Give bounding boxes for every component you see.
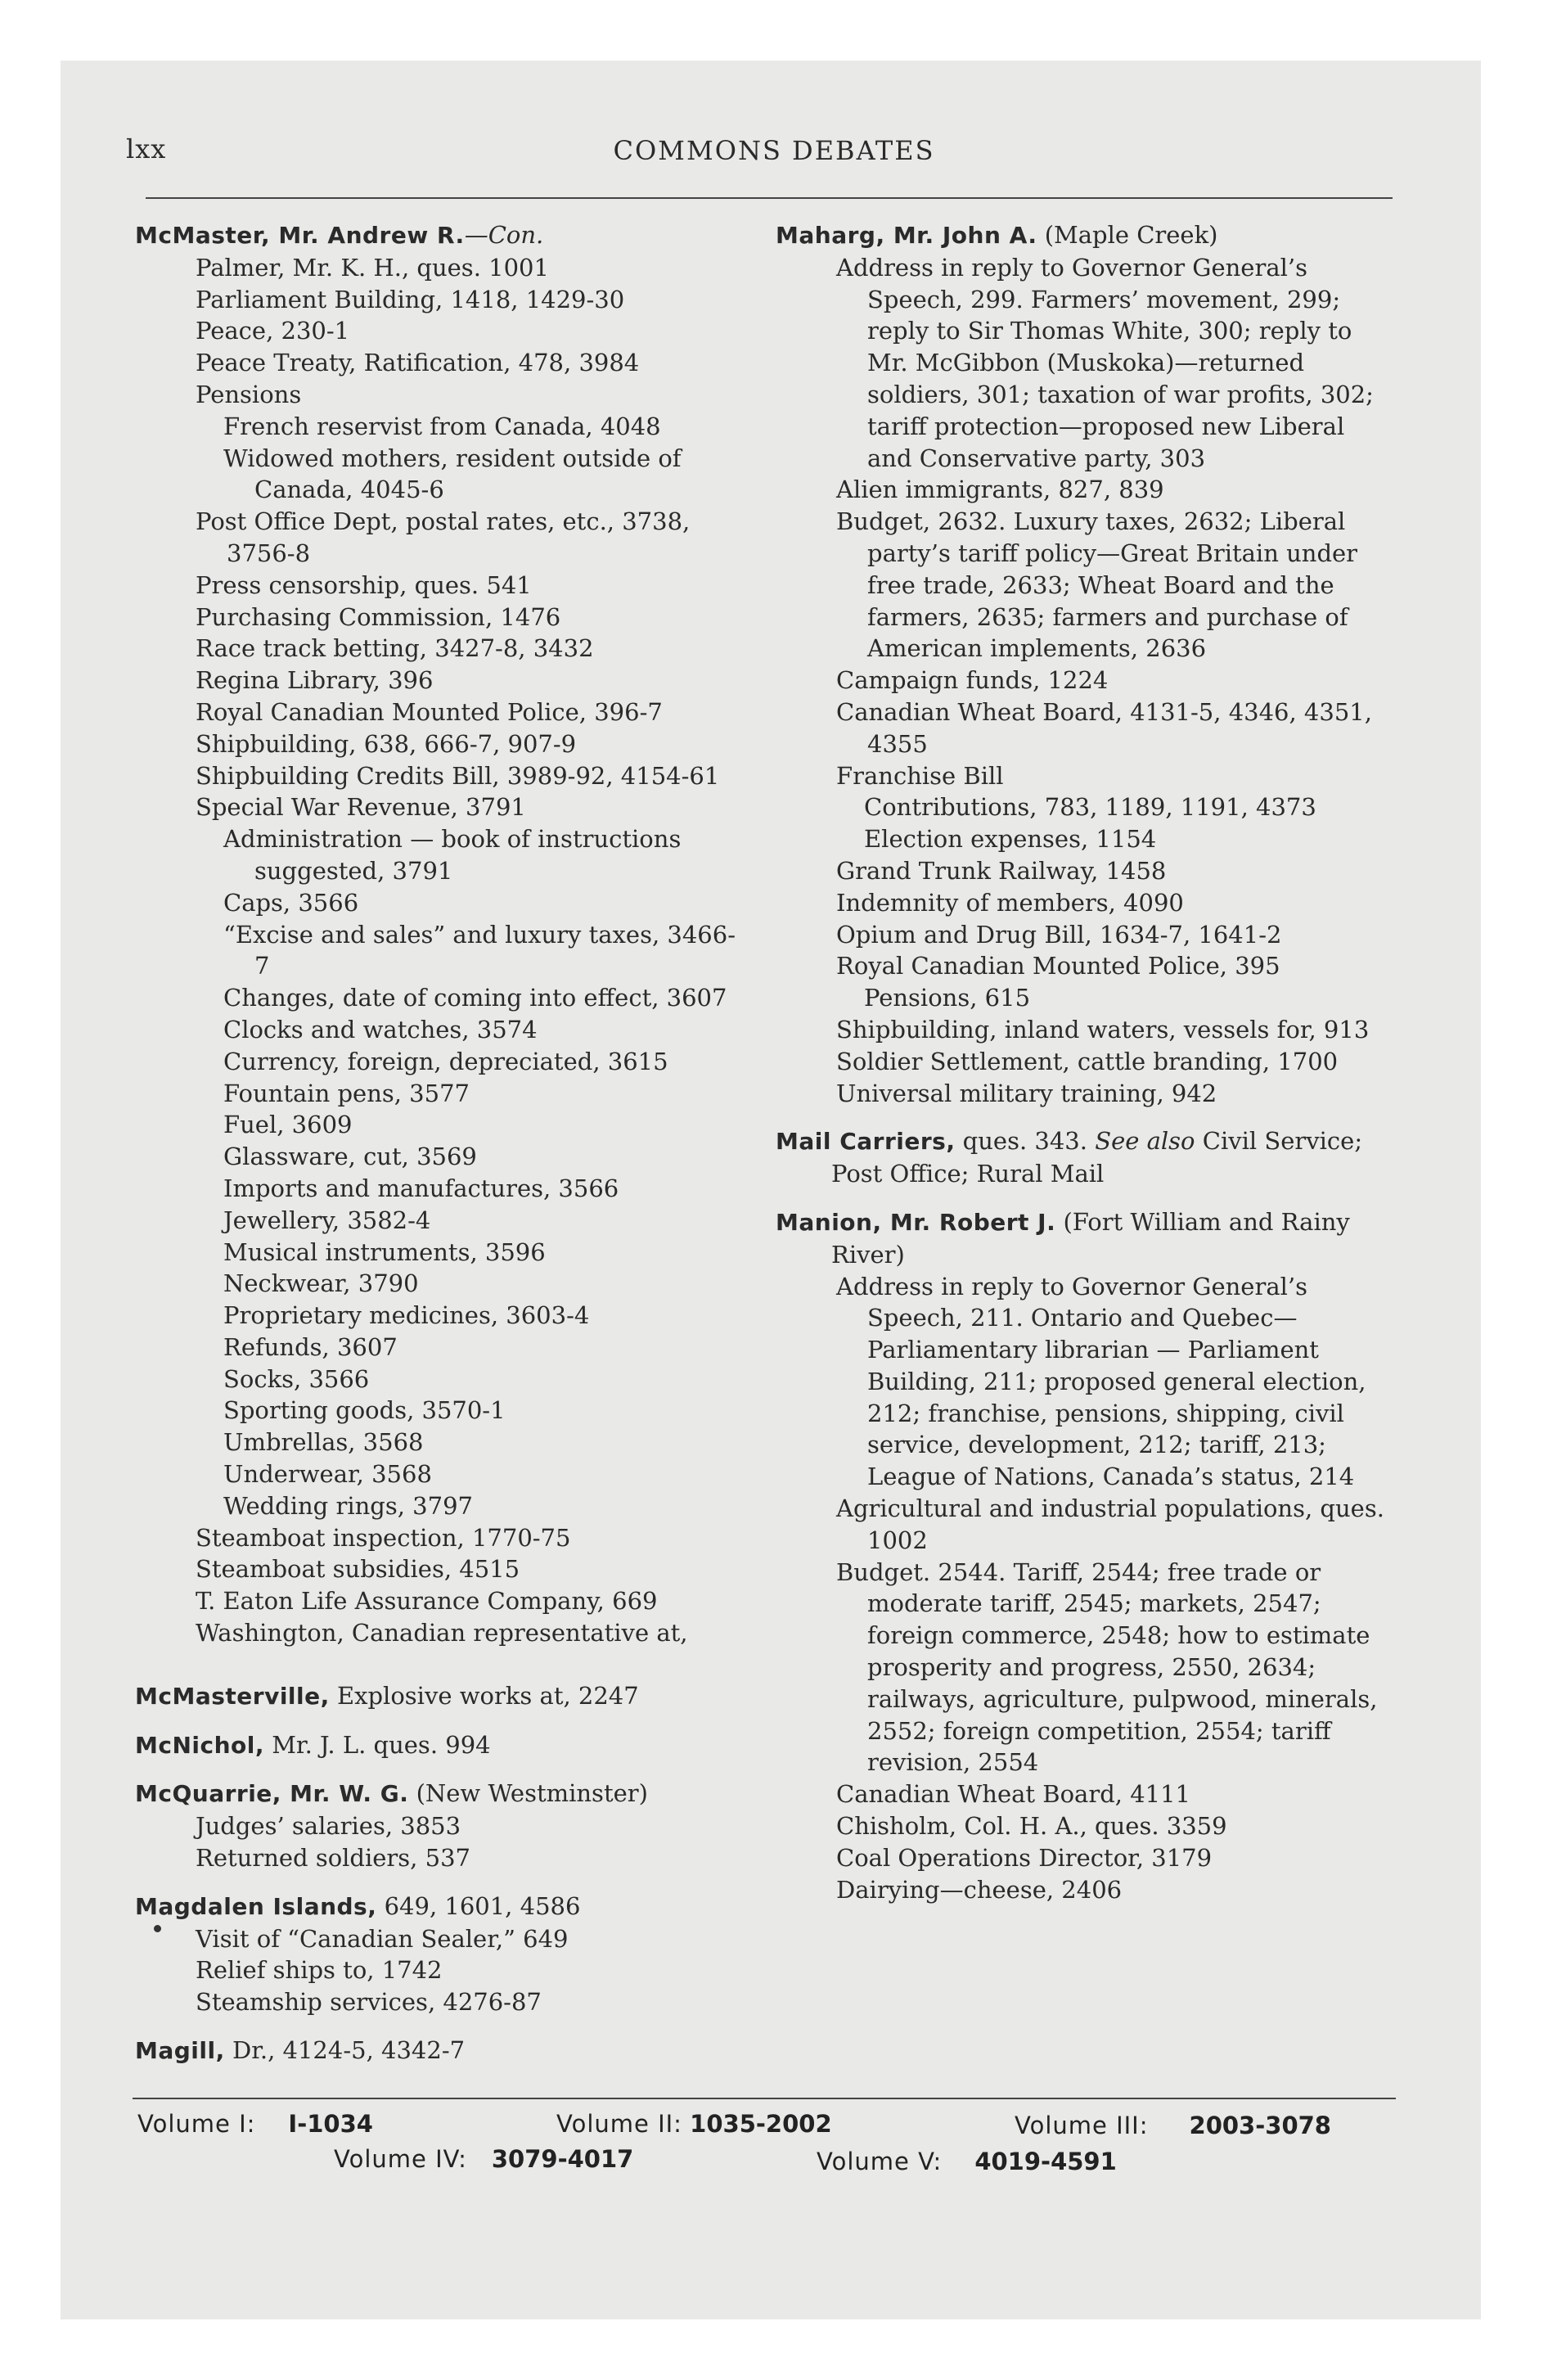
sub-subentry (192, 1237, 747, 1269)
see-also-label: See also (1095, 1127, 1195, 1156)
subentry (164, 696, 747, 728)
entry-text: Fountain pens, 3577 (223, 1079, 470, 1107)
entry-text: Campaign funds, 1224 (836, 666, 1109, 695)
subentry (164, 1810, 747, 1842)
sub-subentry (192, 1395, 747, 1427)
subentry (164, 1986, 747, 2018)
subentry (164, 1553, 747, 1585)
entry-text: Returned soldiers, 537 (196, 1844, 470, 1873)
left-column (135, 219, 747, 2067)
entry-text: Agricultural and industrial populations, ques. 1002 (836, 1494, 1384, 1554)
entry-text: Budget, 2632. Luxury taxes, 2632; Liberal party’s tariff policy—Great Britain under free trade, 2633; Wheat Board and the farmers, 2635; farmers and purchase of American implements, 2636 (836, 507, 1358, 663)
entry-text: Underwear, 3568 (223, 1460, 432, 1489)
volume-2: Volume II: 1035-2002 (556, 2110, 832, 2138)
subentry (164, 1954, 747, 1986)
sub-subentry (192, 1141, 747, 1173)
footer-rule (133, 2098, 1396, 2099)
sub-subentry (833, 982, 1396, 1014)
entry-text: Jewellery, 3582-4 (223, 1206, 431, 1234)
entry-text: Purchasing Commission, 1476 (196, 602, 561, 631)
subentry (805, 919, 1396, 951)
subentry (805, 1014, 1396, 1046)
entry-heading: Magill, (135, 2037, 225, 2065)
entry-heading: Maharg, Mr. John A. (776, 222, 1037, 249)
entry-text: Regina Library, 396 (196, 666, 434, 695)
entry-text: “Excise and sales” and luxury taxes, 3466-7 (223, 920, 736, 980)
sub-subentry (833, 791, 1396, 823)
continued-marker: —Con. (464, 221, 544, 249)
entry-text: Sporting goods, 3570-1 (223, 1396, 506, 1425)
subentry (164, 570, 747, 602)
subentry (805, 950, 1396, 982)
sub-subentry (192, 1458, 747, 1490)
entry-text: Contributions, 783, 1189, 1191, 4373 (864, 793, 1316, 822)
entry-text: Press censorship, ques. 541 (196, 570, 532, 599)
entry-text: Grand Trunk Railway, 1458 (836, 856, 1167, 885)
subentry (164, 379, 747, 411)
ink-mark (154, 1925, 161, 1932)
subentry (805, 1778, 1396, 1810)
subentry (805, 252, 1396, 475)
entry-text: Judges’ salaries, 3853 (196, 1812, 461, 1841)
entry-heading: Mail Carriers, (776, 1128, 956, 1156)
page-number: lxx (126, 133, 167, 165)
entry-text: Shipbuilding, inland waters, vessels for, 913 (836, 1015, 1370, 1044)
entry-text: Race track betting, 3427-8, 3432 (196, 634, 594, 663)
entry-text: Franchise Bill (836, 761, 1004, 790)
entry-heading: Manion, Mr. Robert J. (776, 1208, 1056, 1236)
volume-5: Volume V: 4019-4591 (817, 2148, 1117, 2175)
entry-heading: McMaster, Mr. Andrew R. (135, 222, 465, 249)
entry-text: Administration — book of instructions suggested, 3791 (223, 825, 682, 885)
entry-text: Pensions, 615 (864, 984, 1031, 1012)
subentry (164, 728, 747, 760)
subentry (805, 1078, 1396, 1110)
running-title: COMMONS DEBATES (613, 135, 935, 166)
subentry (164, 506, 747, 570)
right-column (776, 219, 1396, 1905)
sub-subentry (192, 982, 747, 1014)
subentry (805, 696, 1396, 760)
sub-subentry (192, 1300, 747, 1332)
entry-text: Budget. 2544. Tariff, 2544; free trade or moderate tariff, 2545; markets, 2547; foreign commerce, 2548; how to estimate prosperity and progress, 2550, 2634; railways, agriculture, pulpwood, minerals, 2552; foreign competition, 2554; tariff revision, 2554 (836, 1557, 1378, 1777)
entry-text: Steamboat subsidies, 4515 (196, 1555, 520, 1584)
entry-text: Steamship services, 4276-87 (196, 1988, 542, 2017)
sub-subentry (192, 887, 747, 919)
subentry (164, 347, 747, 379)
entry-heading: McNichol, (135, 1731, 264, 1759)
entry-text: Wedding rings, 3797 (223, 1491, 473, 1520)
subentry (805, 1493, 1396, 1557)
entry-text: Canadian Wheat Board, 4131-5, 4346, 4351, 4355 (836, 697, 1372, 758)
entry-text: Post Office Dept, postal rates, etc., 3738, 3756-8 (196, 507, 691, 567)
subentry (805, 1842, 1396, 1874)
entry-text: Dairying—cheese, 2406 (836, 1875, 1123, 1904)
entry-text: Changes, date of coming into effect, 3607 (223, 984, 727, 1012)
sub-subentry (192, 919, 747, 983)
sub-subentry (192, 1268, 747, 1300)
sub-subentry (192, 1046, 747, 1078)
entry-heading: McMasterville, (135, 1682, 330, 1710)
subentry (805, 1874, 1396, 1906)
volume-3: Volume III: 2003-3078 (1015, 2112, 1331, 2139)
entry-text: Relief ships to, 1742 (196, 1956, 443, 1985)
subentry (805, 1271, 1396, 1494)
subentry (164, 1842, 747, 1874)
entry-text: Royal Canadian Mounted Police, 396-7 (196, 697, 663, 726)
index-entry-manion: Manion, Mr. Robert J. (Fort William and Rainy River) (776, 1207, 1350, 1269)
subentry (164, 1617, 747, 1649)
sub-subentry (192, 1109, 747, 1141)
volume-4: Volume IV: 3079-4017 (334, 2145, 634, 2173)
entry-text: Clocks and watches, 3574 (223, 1015, 538, 1044)
sub-subentry (192, 1173, 747, 1205)
volume-1: Volume I: I-1034 (137, 2110, 373, 2138)
entry-text: Peace, 230-1 (196, 317, 350, 345)
entry-text: Parliament Building, 1418, 1429-30 (196, 285, 625, 313)
entry-text: Canadian Wheat Board, 4111 (836, 1780, 1191, 1809)
entry-text: Neckwear, 3790 (223, 1269, 419, 1298)
entry-text: Refunds, 3607 (223, 1332, 398, 1361)
entry-text: Shipbuilding, 638, 666-7, 907-9 (196, 729, 577, 758)
volume-key (0, 2102, 1548, 2175)
sub-subentry (192, 443, 747, 507)
entry-text: Shipbuilding Credits Bill, 3989-92, 4154-61 (196, 761, 720, 790)
entry-text: Indemnity of members, 4090 (836, 888, 1184, 917)
subentry (164, 252, 747, 284)
index-entry-maharg: Maharg, Mr. John A. (Maple Creek) (776, 221, 1218, 249)
sub-subentry (192, 1332, 747, 1364)
entry-text: Soldier Settlement, cattle branding, 1700 (836, 1047, 1339, 1075)
entry-text: T. Eaton Life Assurance Company, 669 (196, 1587, 658, 1616)
subentry (805, 665, 1396, 696)
entry-text: Caps, 3566 (223, 888, 359, 917)
entry-text: Steamboat inspection, 1770-75 (196, 1523, 571, 1552)
entry-text: French reservist from Canada, 4048 (223, 412, 661, 440)
entry-text: Chisholm, Col. H. A., ques. 3359 (836, 1812, 1227, 1841)
entry-text: Glassware, cut, 3569 (223, 1143, 477, 1171)
entry-text: Alien immigrants, 827, 839 (836, 476, 1164, 504)
entry-text: Imports and manufactures, 3566 (223, 1174, 619, 1202)
subentry (805, 887, 1396, 919)
entry-text: Address in reply to Governor General’s Speech, 211. Ontario and Quebec—Parliamentary librarian — Parliament Building, 211; proposed general election, 212; franchise, pensions, shipping, civil service, development, 212; tariff, 213; League of Nations, Canada’s status, 214 (836, 1272, 1366, 1491)
subentry (164, 760, 747, 792)
subentry (805, 855, 1396, 887)
entry-text: Universal military training, 942 (836, 1079, 1217, 1107)
index-entry-mcmasterville: McMasterville, Explosive works at, 2247 (135, 1681, 639, 1710)
header-rule (146, 197, 1393, 199)
sub-subentry (833, 823, 1396, 855)
subentry (805, 1810, 1396, 1842)
entry-heading: McQuarrie, Mr. W. G. (135, 1780, 409, 1808)
sub-subentry (192, 411, 747, 443)
entry-text: Umbrellas, 3568 (223, 1428, 424, 1457)
subentry (805, 1046, 1396, 1078)
subentry (164, 315, 747, 347)
subentry (164, 665, 747, 696)
sub-subentry (192, 823, 747, 887)
entry-text: Visit of “Canadian Sealer,” 649 (196, 1924, 569, 1953)
index-entry-mcnichol: McNichol, Mr. J. L. ques. 994 (135, 1730, 491, 1759)
subentry (805, 506, 1396, 665)
index-entry-mail-carriers: Mail Carriers, ques. 343. See also Civil Service; Post Office; Rural Mail (776, 1127, 1363, 1188)
entry-text: Coal Operations Director, 3179 (836, 1843, 1213, 1872)
entry-text: Special War Revenue, 3791 (196, 793, 526, 822)
entry-text: Royal Canadian Mounted Police, 395 (836, 952, 1280, 980)
entry-text: Socks, 3566 (223, 1364, 370, 1393)
sub-subentry (192, 1427, 747, 1458)
subentry (164, 633, 747, 665)
entry-text: Fuel, 3609 (223, 1111, 353, 1139)
index-entry-mcquarrie: McQuarrie, Mr. W. G. (New Westminster) (135, 1779, 648, 1808)
index-entry-mcmaster-andrew (135, 219, 747, 252)
subentry (805, 1557, 1396, 1779)
entry-text: Currency, foreign, depreciated, 3615 (223, 1047, 668, 1075)
entry-text: Musical instruments, 3596 (223, 1237, 546, 1266)
sub-subentry (192, 1205, 747, 1237)
sub-subentry (192, 1490, 747, 1522)
entry-text: Pensions (196, 380, 302, 408)
subentry (805, 474, 1396, 506)
subentry (805, 760, 1396, 792)
entry-text: Opium and Drug Bill, 1634-7, 1641-2 (836, 920, 1282, 949)
subentry (164, 1923, 747, 1955)
subentry (164, 1585, 747, 1617)
entry-heading: Magdalen Islands, (135, 1892, 377, 1920)
entry-text: Washington, Canadian representative at, (196, 1619, 688, 1648)
index-entry-magill: Magill, Dr., 4124-5, 4342-7 (135, 2036, 466, 2065)
entry-text: Palmer, Mr. K. H., ques. 1001 (196, 253, 549, 282)
subentry (164, 791, 747, 823)
sub-subentry (192, 1014, 747, 1046)
entry-text: Address in reply to Governor General’s Speech, 299. Farmers’ movement, 299; reply to Sir Thomas White, 300; reply to Mr. McGibbon (Muskoka)—returned soldiers, 301; taxation of war profits, 302; tariff protection—proposed new Liberal and Conservative party, 303 (836, 253, 1374, 472)
index-entry-magdalen-islands: Magdalen Islands, 649, 1601, 4586 (135, 1891, 581, 1920)
entry-text: Widowed mothers, resident outside of Canada, 4045-6 (223, 444, 682, 504)
subentry (164, 1522, 747, 1554)
entry-text: Peace Treaty, Ratification, 478, 3984 (196, 349, 640, 377)
sub-subentry (192, 1078, 747, 1110)
entry-text: Proprietary medicines, 3603-4 (223, 1301, 590, 1330)
entry-text: Election expenses, 1154 (864, 825, 1157, 854)
sub-subentry (192, 1364, 747, 1395)
subentry (164, 284, 747, 316)
subentry (164, 602, 747, 633)
